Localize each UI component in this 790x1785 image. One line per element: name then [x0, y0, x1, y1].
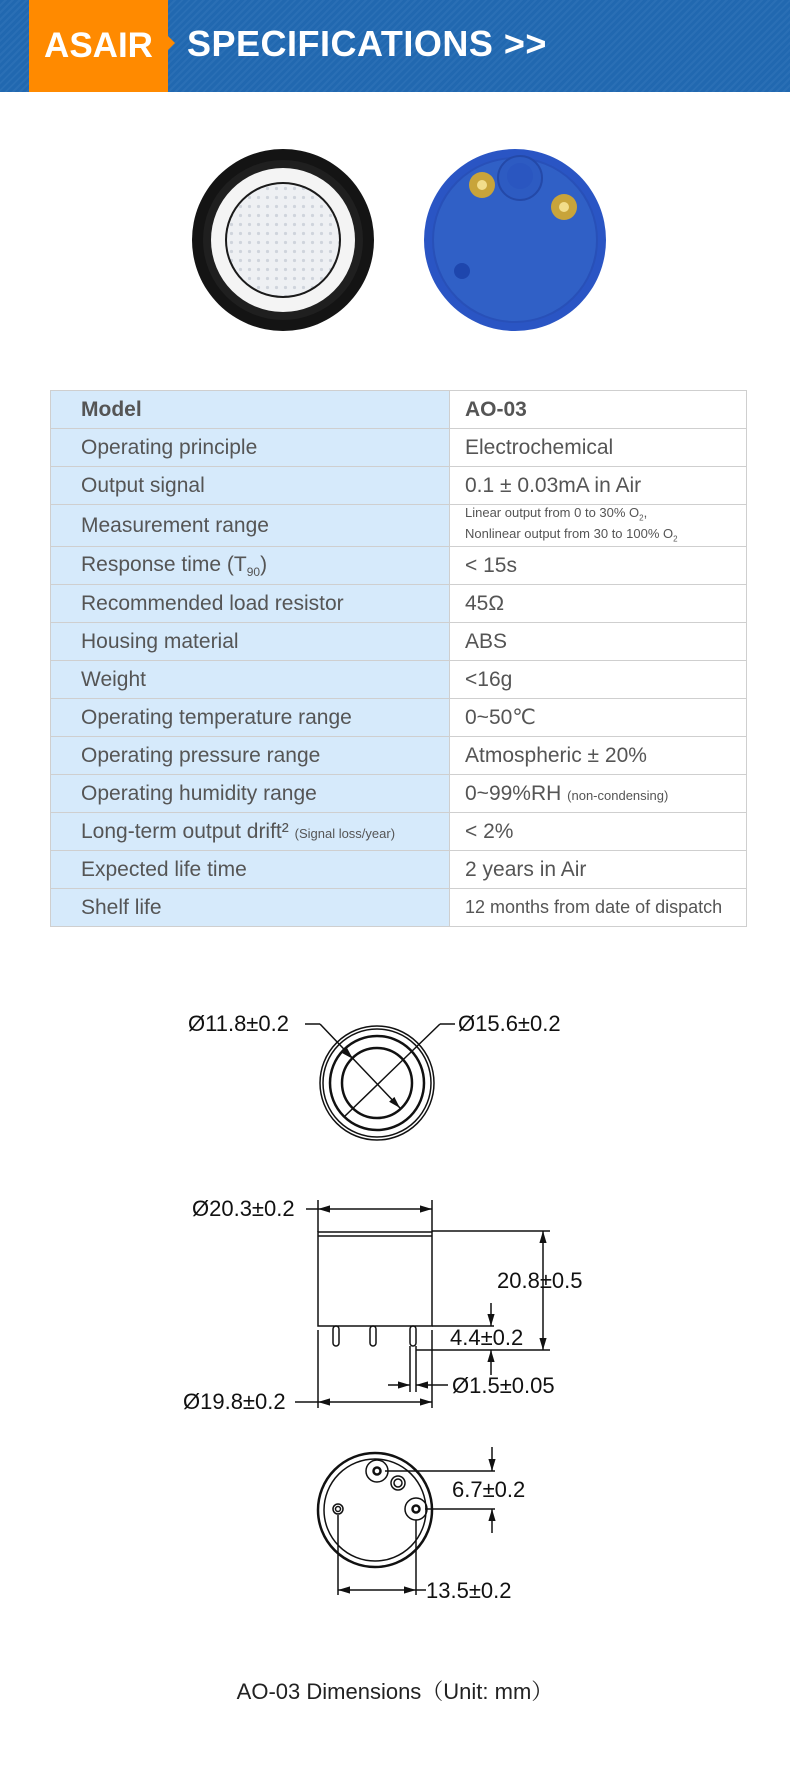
brand-logo: ASAIR: [29, 0, 168, 92]
spec-label: Weight: [51, 661, 450, 699]
label-text: Long-term output drift²: [81, 819, 289, 843]
inner-diameter-label: Ø11.8±0.2: [188, 1011, 289, 1036]
pin-offset-label: 6.7±0.2: [452, 1477, 526, 1502]
top-diameter-label: Ø20.3±0.2: [192, 1196, 295, 1221]
height-label: 20.8±0.5: [497, 1268, 583, 1293]
spec-value: 2 years in Air: [450, 851, 747, 889]
punct: ,: [643, 505, 648, 520]
value-note: (non-condensing): [567, 787, 669, 803]
dimensions-caption: AO-03 Dimensions（Unit: mm）: [236, 1679, 554, 1704]
spec-value: 12 months from date of dispatch: [450, 889, 747, 927]
table-row: [51, 889, 747, 927]
pin-length-label: 4.4±0.2: [450, 1325, 524, 1350]
pin-spacing-label: 13.5±0.2: [426, 1578, 512, 1603]
table-row: [51, 429, 747, 467]
spec-label: Measurement range: [51, 505, 450, 547]
header-banner: [0, 0, 790, 92]
spec-value-line: Nonlinear output from 30 to 100% O: [465, 525, 674, 541]
label-text: ): [260, 552, 268, 576]
spec-value: AO-03: [450, 391, 747, 429]
spec-label: Operating principle: [51, 429, 450, 467]
label-note: (Signal loss/year): [294, 825, 396, 841]
table-row: [51, 775, 747, 813]
spec-value: [450, 775, 747, 813]
subscript: 2: [639, 513, 644, 523]
table-row: [51, 737, 747, 775]
table-row: [51, 699, 747, 737]
table-row: [51, 547, 747, 585]
spec-label: Output signal: [51, 467, 450, 505]
table-row: [51, 467, 747, 505]
spec-value: Electrochemical: [450, 429, 747, 467]
sensor-front-image: [191, 148, 375, 332]
spec-value: 0~50℃: [450, 699, 747, 737]
table-row: [51, 623, 747, 661]
spec-label: Operating pressure range: [51, 737, 450, 775]
spec-label: Operating temperature range: [51, 699, 450, 737]
spec-value: <16g: [450, 661, 747, 699]
spec-label: Shelf life: [51, 889, 450, 927]
sensor-back-image: [423, 148, 607, 332]
subscript: 90: [246, 564, 261, 579]
table-row: [51, 505, 747, 547]
spec-label: Model: [51, 391, 450, 429]
table-row: [51, 391, 747, 429]
spec-value: ABS: [450, 623, 747, 661]
dimension-drawing: [0, 960, 790, 1660]
bottom-diameter-label: Ø19.8±0.2: [183, 1389, 286, 1414]
spec-value: < 2%: [450, 813, 747, 851]
spec-label: Housing material: [51, 623, 450, 661]
spec-label: Expected life time: [51, 851, 450, 889]
spec-value: [450, 505, 747, 547]
table-row: [51, 851, 747, 889]
top-view: [188, 1011, 561, 1140]
value-text: 0~99%RH: [465, 781, 562, 805]
label-text: Response time (T: [81, 552, 247, 576]
bottom-view: [318, 1447, 525, 1603]
spec-label: [51, 547, 450, 585]
spec-value-line: Linear output from 0 to 30% O: [465, 505, 640, 520]
spec-table: [50, 390, 747, 927]
side-view: [183, 1196, 582, 1414]
table-row: [51, 585, 747, 623]
pin-diameter-label: Ø1.5±0.05: [452, 1373, 555, 1398]
section-title: SPECIFICATIONS >>: [187, 23, 547, 64]
table-row: [51, 661, 747, 699]
spec-value: 45Ω: [450, 585, 747, 623]
table-row: [51, 813, 747, 851]
spec-value: 0.1 ± 0.03mA in Air: [450, 467, 747, 505]
spec-label: Operating humidity range: [51, 775, 450, 813]
spec-value: < 15s: [450, 547, 747, 585]
outer-diameter-label: Ø15.6±0.2: [458, 1011, 561, 1036]
spec-label: Recommended load resistor: [51, 585, 450, 623]
brand-arrow-icon: [168, 36, 175, 50]
spec-value: Atmospheric ± 20%: [450, 737, 747, 775]
subscript: 2: [673, 534, 678, 544]
spec-label: [51, 813, 450, 851]
